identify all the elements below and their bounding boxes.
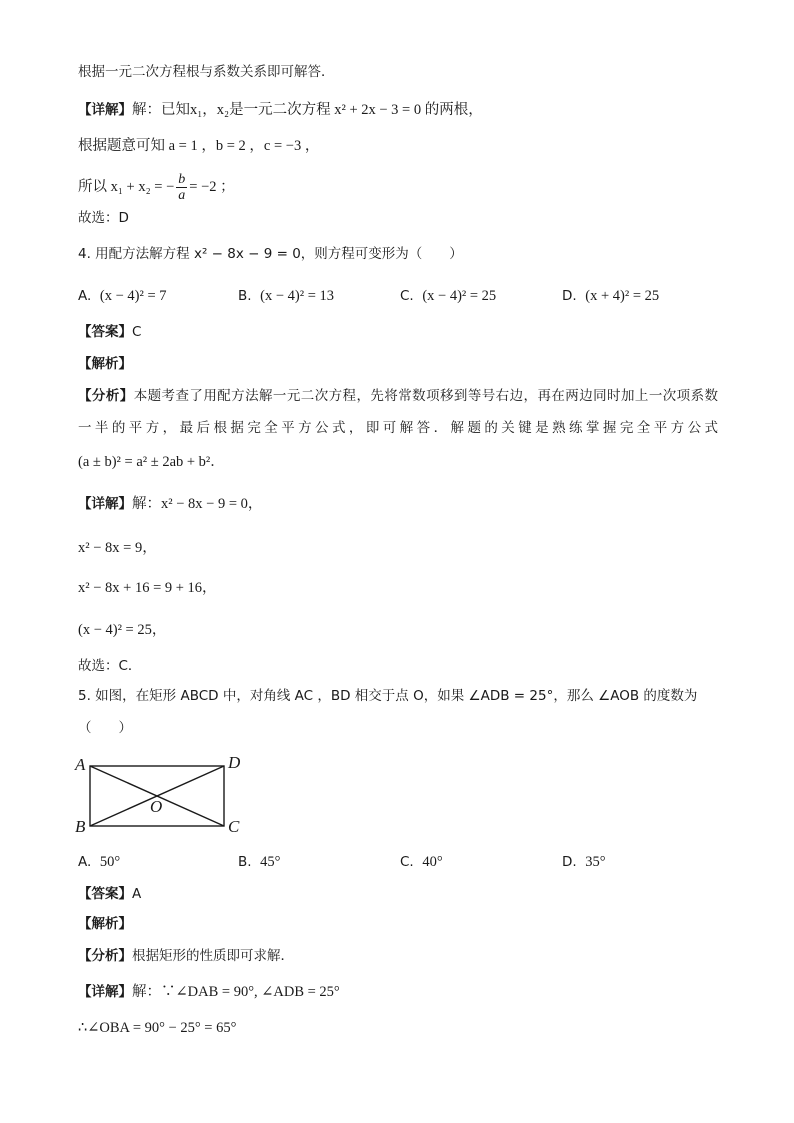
q5-rectangle-figure [70, 750, 250, 840]
q5-option-d-text: 35° [585, 854, 606, 870]
q4-fenxi-line-1 [78, 386, 718, 406]
q5-option-b [238, 852, 280, 872]
q5-option-d [562, 852, 606, 872]
q3-sum-formula [78, 170, 235, 204]
q4-fenxi-text-1: 本题考查了用配方法解一元二次方程，先将常数项移到等号右边，再在两边同时加上一次项系数 [133, 388, 719, 404]
q5-option-c [400, 852, 443, 872]
q3-coefficients: 根据题意可知 a = 1 ，b = 2 ，c = −3 ， [78, 138, 320, 154]
vertex-label-a: A [75, 755, 86, 774]
q5-fenxi-text: 根据矩形的性质即可求解． [132, 948, 294, 964]
q4-option-b [238, 286, 334, 306]
q3-sum-suffix: = −2 ； [189, 179, 235, 195]
q5-option-c-label: C. [400, 854, 414, 870]
q4-option-a [78, 286, 167, 306]
center-label-o: O [150, 797, 163, 816]
q3-fraction-numerator: b [178, 171, 186, 187]
q4-option-d-label: D. [562, 288, 577, 304]
q4-option-d [562, 286, 659, 306]
q5-option-a [78, 852, 120, 872]
q4-option-b-text: (x − 4)² = 13 [260, 288, 335, 304]
q5-option-b-label: B. [238, 854, 252, 870]
q5-option-a-label: A. [78, 854, 92, 870]
q5-answer-tag: 【答案】 [78, 886, 132, 902]
q3-fraction [176, 172, 187, 203]
q4-fenxi-formula: (a ± b)² = a² ± 2ab + b²． [78, 454, 225, 470]
vertex-label-b: B [75, 817, 86, 836]
q4-detail-text: 解：x² − 8x − 9 = 0， [132, 496, 263, 512]
q3-sum-prefix: 所以 x₁ + x₂ = − [78, 179, 175, 195]
q3-choose: 故选：D [78, 210, 129, 226]
q5-option-a-text: 50° [99, 854, 121, 870]
q4-option-c [400, 286, 496, 306]
q5-stem-line-2: （ ） [78, 720, 132, 736]
q5-option-d-label: D. [562, 854, 577, 870]
q4-option-b-label: B. [238, 288, 252, 304]
q4-option-c-label: C. [400, 288, 414, 304]
q5-detail-text: 解：∵∠DAB = 90°, ∠ADB = 25° [132, 984, 340, 1000]
q5-answer-value: A [132, 886, 142, 902]
q4-analysis-heading: 【解析】 [78, 356, 132, 372]
q5-detail [78, 982, 340, 1002]
q4-answer-value: C [132, 324, 142, 340]
q4-answer-tag: 【答案】 [78, 324, 132, 340]
q4-answer [78, 322, 141, 342]
q4-step-2: x² − 8x + 16 = 9 + 16， [78, 580, 217, 596]
vertex-label-d: D [228, 753, 241, 772]
q3-detail [78, 100, 483, 120]
q4-option-a-label: A. [78, 288, 92, 304]
q3-detail-text: 解：已知x₁，x₂是一元二次方程 x² + 2x − 3 = 0 的两根， [132, 102, 483, 118]
q4-option-c-text: (x − 4)² = 25 [422, 288, 497, 304]
q4-step-1: x² − 8x = 9， [78, 540, 157, 556]
q5-fenxi-tag: 【分析】 [78, 948, 132, 964]
q4-detail-tag: 【详解】 [78, 496, 132, 512]
q5-option-c-text: 40° [422, 854, 443, 870]
q5-stem-line-1: 5. 如图，在矩形 ABCD 中，对角线 AC ，BD 相交于点 O，如果 ∠ADB = 25°，那么 ∠AOB 的度数为 [78, 688, 698, 704]
q5-step-1: ∴∠OBA = 90° − 25° = 65° [78, 1020, 237, 1036]
q4-step-3: (x − 4)² = 25， [78, 622, 167, 638]
q4-choose: 故选：C． [78, 658, 142, 674]
q4-detail [78, 494, 262, 514]
q4-fenxi-tag: 【分析】 [78, 388, 134, 404]
q3-fraction-denominator: a [178, 187, 186, 203]
q5-option-b-text: 45° [260, 854, 281, 870]
q3-intro: 根据一元二次方程根与系数关系即可解答． [78, 64, 335, 80]
q4-fenxi-line-2: 一半的平方，最后根据完全平方公式，即可解答．解题的关键是熟练掌握完全平方公式 [78, 420, 718, 436]
q3-detail-tag: 【详解】 [78, 102, 132, 118]
q4-stem: 4. 用配方法解方程 x² − 8x − 9 = 0，则方程可变形为（ ） [78, 246, 463, 262]
q4-option-a-text: (x − 4)² = 7 [99, 288, 167, 304]
q4-option-d-text: (x + 4)² = 25 [585, 288, 660, 304]
q5-answer [78, 884, 141, 904]
q5-fenxi [78, 946, 294, 966]
q5-analysis-heading: 【解析】 [78, 916, 132, 932]
vertex-label-c: C [228, 817, 240, 836]
q5-detail-tag: 【详解】 [78, 984, 132, 1000]
